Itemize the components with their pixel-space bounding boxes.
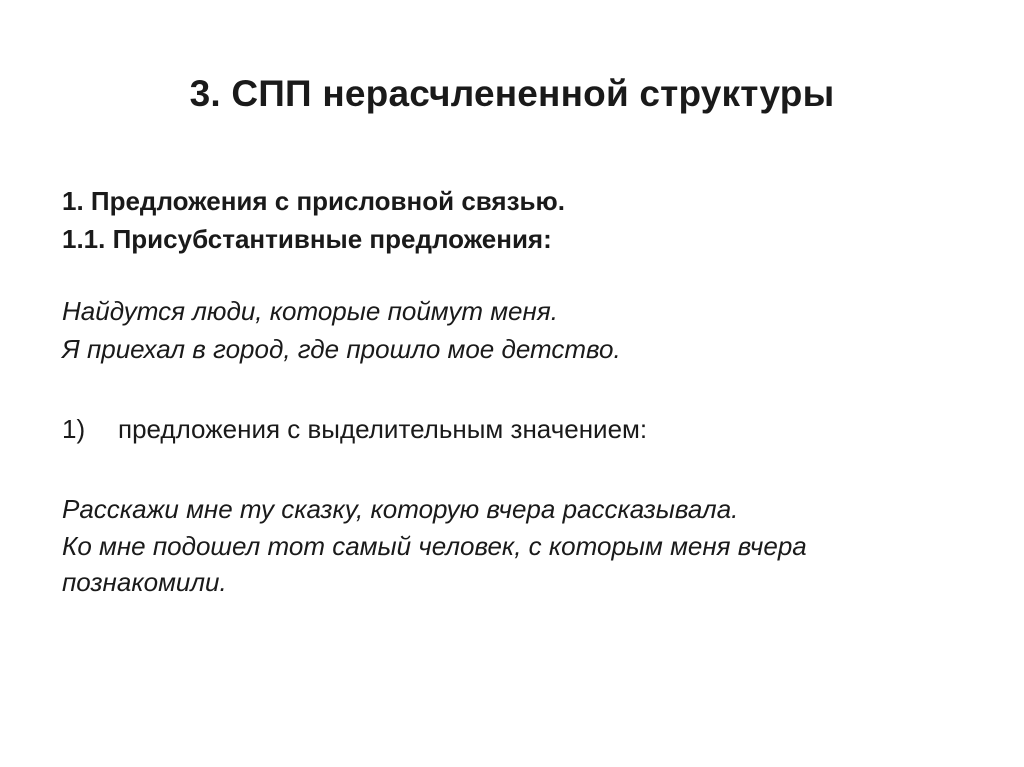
example-sentence: Я приехал в город, где прошло мое детство. [62, 334, 621, 364]
slide-content [62, 182, 962, 600]
list-item-number: 1) [62, 414, 86, 444]
heading-1-1: 1.1. Присубстантивные предложения: [62, 224, 552, 254]
example-sentence: Найдутся люди, которые поймут меня. [62, 296, 558, 326]
list-item [62, 410, 962, 448]
heading-1: 1. Предложения с присловной связью. [62, 186, 565, 216]
example-sentence: Расскажи мне ту сказку, которую вчера рассказывала. [62, 494, 739, 524]
example-sentence: Ко мне подошел тот самый человек, с которым меня вчера познакомили. [62, 531, 807, 597]
slide-title: 3. СПП нерасчлененной структуры [189, 73, 835, 114]
list-item-text: предложения с выделительным значением: [118, 414, 648, 444]
